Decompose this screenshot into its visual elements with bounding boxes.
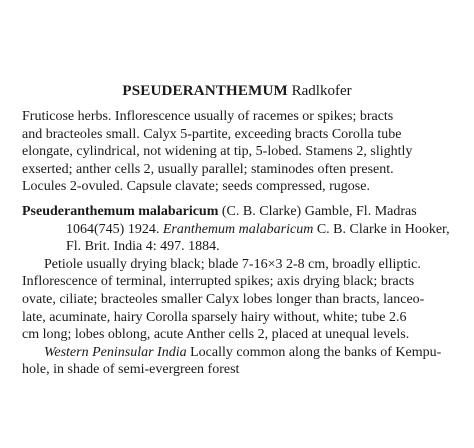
distribution-region: Western Peninsular India bbox=[44, 344, 187, 360]
species-description-line: ovate, ciliate; bracteoles smaller Calyx lobes longer than bracts, lanceo- bbox=[22, 291, 425, 307]
species-citation-rest: (C. B. Clarke) Gamble, Fl. Madras bbox=[218, 204, 417, 219]
genus-description-line: Locules 2-ovuled. Capsule clavate; seeds compressed, rugose. bbox=[22, 179, 370, 195]
genus-description-line: elongate, cylindrical, not widening at tip, 5-lobed. Stamens 2, slightly bbox=[22, 144, 413, 160]
species-description-line: Petiole usually drying black; blade 7-16×3 2-8 cm, broadly elliptic. bbox=[44, 256, 421, 272]
species-name: Pseuderanthemum malabaricum bbox=[22, 204, 219, 219]
genus-description bbox=[22, 108, 458, 196]
genus-heading bbox=[0, 82, 474, 100]
synonym-name: Eranthemum malabaricum bbox=[162, 221, 314, 237]
distribution-line-1 bbox=[22, 344, 458, 362]
distribution-line-2: hole, in shade of semi-evergreen forest bbox=[22, 362, 240, 378]
species-entry bbox=[22, 203, 458, 379]
genus-description-line: and bracteoles small. Calyx 5-partite, exceeding bracts Corolla tube bbox=[22, 126, 402, 142]
citation-publication: 1064(745) 1924. bbox=[66, 221, 163, 237]
genus-description-line: Fruticose herbs. Inflorescence usually of racemes or spikes; bracts bbox=[22, 109, 394, 124]
genus-description-line: exserted; anther cells 2, usually parallel; staminodes often present. bbox=[22, 161, 394, 177]
distribution-text: Locally common along the banks of Kempu- bbox=[186, 344, 442, 360]
species-description-line: late, acuminate, hairy Corolla sparsely hairy without, white; tube 2.6 bbox=[22, 309, 407, 325]
species-citation-line-1 bbox=[22, 203, 458, 221]
genus-author: Radlkofer bbox=[291, 83, 352, 99]
genus-name: PSEUDERANTHEMUM bbox=[122, 83, 288, 99]
species-description-line: cm long; lobes oblong, acute Anther cells 2, placed at unequal levels. bbox=[22, 327, 410, 343]
species-citation-line-3: Fl. Brit. India 4: 497. 1884. bbox=[66, 239, 220, 255]
species-citation-line-2 bbox=[22, 221, 458, 239]
synonym-citation: C. B. Clarke in Hooker, bbox=[313, 221, 450, 237]
species-description-line: Inflorescence of terminal, interrupted spikes; axis drying black; bracts bbox=[22, 274, 415, 290]
